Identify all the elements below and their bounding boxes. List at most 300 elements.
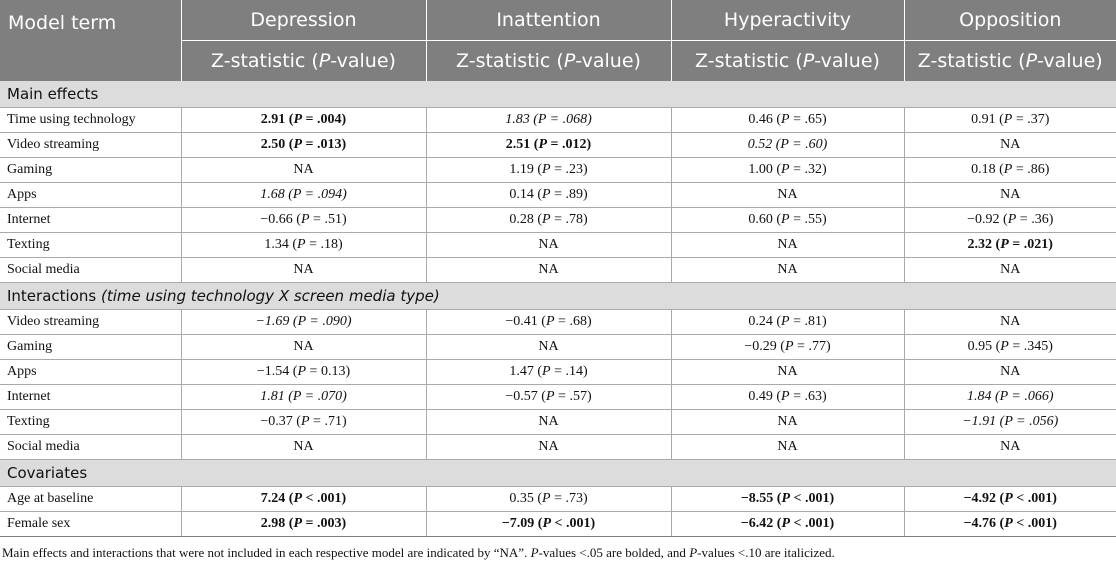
stat-cell: [904, 310, 1116, 335]
z-value: 2.51: [505, 137, 531, 152]
header-stat-label: [426, 41, 671, 82]
stat-cell: [904, 512, 1116, 537]
z-value: 2.91: [260, 112, 286, 127]
p-value: .012: [562, 137, 587, 152]
footnote-p-2: P: [689, 545, 698, 560]
stat-cell: [671, 108, 904, 133]
stat-cell: [426, 487, 671, 512]
p-value: .63: [804, 389, 822, 404]
stat-cell: [426, 512, 671, 537]
z-value: 0.49: [748, 389, 773, 404]
na-value: NA: [1000, 314, 1021, 329]
section-title: [0, 460, 1116, 487]
p-value: .068: [562, 112, 588, 127]
z-value: −7.09: [501, 516, 535, 531]
stat-value: 0.28 (P = .78): [509, 212, 588, 227]
p-operator: <: [793, 491, 802, 506]
stat-cell: [671, 233, 904, 258]
p-operator: =: [313, 212, 321, 227]
stat-cell: [904, 158, 1116, 183]
stat-cell: [181, 360, 426, 385]
p-value: .056: [1029, 414, 1054, 429]
p-value: .71: [324, 414, 342, 429]
stat-cell: [671, 258, 904, 283]
stat-cell: [181, 158, 426, 183]
section-title: [0, 283, 1116, 310]
stat-cell: [426, 183, 671, 208]
p-letter: P: [293, 491, 303, 506]
p-value: .55: [804, 212, 822, 227]
na-value: NA: [1000, 439, 1021, 454]
stat-cell: [426, 335, 671, 360]
stat-label-p: P: [563, 50, 576, 72]
z-value: −4.76: [963, 516, 997, 531]
p-letter: P: [292, 187, 302, 202]
stat-cell: [426, 435, 671, 460]
p-letter: P: [292, 389, 302, 404]
na-value: NA: [777, 364, 798, 379]
p-value: .73: [565, 491, 583, 506]
stat-value: 2.98 (P = .003): [260, 516, 347, 531]
header-stat-label: [181, 41, 426, 82]
stat-value: −0.37 (P = .71): [260, 414, 347, 429]
stat-cell: [671, 208, 904, 233]
p-letter: P: [545, 314, 555, 329]
p-operator: =: [797, 339, 805, 354]
stat-value: 1.34 (P = .18): [264, 237, 343, 252]
stat-value: 0.49 (P = .63): [748, 389, 827, 404]
stat-cell: [181, 335, 426, 360]
p-operator: =: [793, 389, 801, 404]
section-title-text: Interactions: [7, 287, 101, 305]
p-operator: =: [305, 516, 314, 531]
stat-value: 1.00 (P = .32): [748, 162, 827, 177]
model-term-cell: Internet: [0, 208, 181, 233]
p-value: .001: [1027, 516, 1053, 531]
p-value: .89: [565, 187, 583, 202]
p-letter: P: [999, 389, 1008, 404]
z-value: 1.68: [260, 187, 285, 202]
stat-cell: [181, 410, 426, 435]
p-value: 0.13: [320, 364, 346, 379]
z-value: −0.41: [505, 314, 538, 329]
stat-value: 0.24 (P = .81): [748, 314, 827, 329]
p-letter: P: [293, 137, 303, 152]
p-letter: P: [542, 364, 551, 379]
z-value: −4.92: [963, 491, 997, 506]
na-value: NA: [538, 262, 559, 277]
na-value: NA: [538, 414, 559, 429]
stat-value: 1.19 (P = .23): [509, 162, 588, 177]
stat-cell: [181, 233, 426, 258]
p-letter: P: [1000, 339, 1009, 354]
p-letter: P: [1004, 516, 1013, 531]
z-value: 2.50: [260, 137, 286, 152]
na-value: NA: [777, 187, 798, 202]
stat-cell: [181, 258, 426, 283]
stat-value: −1.91 (P = .056): [962, 414, 1059, 429]
p-value: .090: [322, 314, 347, 329]
p-operator: <: [793, 516, 802, 531]
stat-cell: [904, 385, 1116, 410]
stat-cell: [671, 335, 904, 360]
na-value: NA: [293, 339, 314, 354]
header-hyperactivity: Hyperactivity: [671, 0, 904, 41]
stat-value: −0.66 (P = .51): [260, 212, 347, 227]
stat-value: 0.60 (P = .55): [748, 212, 827, 227]
z-value: 0.18: [971, 162, 996, 177]
stat-value: −6.42 (P < .001): [740, 516, 835, 531]
model-term-cell: Social media: [0, 258, 181, 283]
stat-cell: [904, 258, 1116, 283]
p-letter: P: [780, 137, 789, 152]
p-letter: P: [297, 237, 306, 252]
table-row: [0, 435, 1116, 460]
table-row: [0, 233, 1116, 258]
z-value: 1.83: [505, 112, 530, 127]
z-value: 0.28: [509, 212, 534, 227]
z-value: 1.81: [260, 389, 285, 404]
na-value: NA: [538, 237, 559, 252]
stat-value: 0.14 (P = .89): [509, 187, 588, 202]
p-value: .68: [569, 314, 587, 329]
stat-cell: [671, 487, 904, 512]
table-row: [0, 258, 1116, 283]
stat-value: −4.92 (P < .001): [963, 491, 1057, 506]
p-letter: P: [297, 314, 306, 329]
p-operator: <: [305, 491, 314, 506]
stat-cell: [181, 208, 426, 233]
p-letter: P: [300, 212, 310, 227]
stat-label-p: P: [1025, 50, 1038, 72]
section-title: [0, 81, 1116, 108]
stat-cell: [904, 360, 1116, 385]
stat-cell: [181, 183, 426, 208]
stat-value: 0.35 (P = .73): [509, 491, 588, 506]
p-letter: P: [781, 491, 791, 506]
p-value: .81: [804, 314, 822, 329]
stat-cell: [181, 512, 426, 537]
model-term-cell: Gaming: [0, 158, 181, 183]
p-letter: P: [1004, 414, 1013, 429]
table-row: [0, 335, 1116, 360]
z-value: 0.60: [748, 212, 773, 227]
stat-value: 1.68 (P = .094): [260, 187, 347, 202]
p-operator: <: [1016, 516, 1025, 531]
p-value: .14: [565, 364, 583, 379]
p-letter: P: [542, 516, 552, 531]
model-term-cell: Apps: [0, 360, 181, 385]
na-value: NA: [1000, 262, 1021, 277]
model-term-cell: Time using technology: [0, 108, 181, 133]
p-operator: =: [309, 237, 317, 252]
stat-cell: [904, 410, 1116, 435]
stat-cell: [904, 208, 1116, 233]
na-value: NA: [538, 439, 559, 454]
p-value: .021: [1023, 237, 1049, 252]
p-value: .066: [1024, 389, 1049, 404]
p-operator: =: [313, 414, 321, 429]
z-value: −8.55: [740, 491, 774, 506]
stat-value: −8.55 (P < .001): [740, 491, 835, 506]
z-value: 7.24: [260, 491, 286, 506]
p-value: .094: [317, 187, 343, 202]
p-value: .001: [805, 516, 830, 531]
p-operator: =: [793, 212, 801, 227]
stat-cell: [671, 360, 904, 385]
table-header: [0, 0, 1116, 81]
z-value: 0.91: [971, 112, 996, 127]
model-term-cell: Apps: [0, 183, 181, 208]
stat-cell: [904, 133, 1116, 158]
stat-value: 7.24 (P < .001): [260, 491, 347, 506]
model-term-cell: Video streaming: [0, 133, 181, 158]
stat-value: −0.41 (P = .68): [505, 314, 592, 329]
z-value: 2.32: [967, 237, 993, 252]
stat-label-post: -value): [814, 50, 880, 72]
stat-value: −0.92 (P = .36): [967, 212, 1054, 227]
na-value: NA: [293, 439, 314, 454]
p-letter: P: [1007, 212, 1017, 227]
p-value: .001: [317, 491, 342, 506]
stat-label-post: -value): [330, 50, 396, 72]
na-value: NA: [1000, 187, 1021, 202]
p-letter: P: [542, 187, 551, 202]
na-value: NA: [538, 339, 559, 354]
section-row: [0, 81, 1116, 108]
stat-value: −7.09 (P < .001): [501, 516, 596, 531]
p-operator: =: [554, 212, 562, 227]
stat-value: −1.54 (P = 0.13): [256, 364, 351, 379]
p-value: .60: [805, 137, 823, 152]
p-operator: =: [1011, 389, 1021, 404]
stat-cell: [671, 158, 904, 183]
section-title-text: Main effects: [7, 85, 99, 103]
p-operator: =: [304, 389, 315, 404]
stat-value: −4.76 (P < .001): [963, 516, 1057, 531]
table-row: [0, 385, 1116, 410]
stat-value: 1.83 (P = .068): [505, 112, 592, 127]
stat-value: 1.84 (P = .066): [966, 389, 1054, 404]
stat-cell: [426, 158, 671, 183]
header-stat-label: [904, 41, 1116, 82]
p-operator: =: [549, 112, 560, 127]
p-value: .77: [808, 339, 826, 354]
p-operator: =: [309, 364, 318, 379]
p-letter: P: [781, 314, 790, 329]
z-value: 0.95: [967, 339, 993, 354]
p-value: .004: [317, 112, 342, 127]
stat-cell: [904, 435, 1116, 460]
p-operator: =: [793, 112, 801, 127]
na-value: NA: [777, 262, 798, 277]
p-value: .345: [1023, 339, 1049, 354]
model-term-cell: Age at baseline: [0, 487, 181, 512]
stat-value: 2.50 (P = .013): [260, 137, 347, 152]
stat-cell: [904, 233, 1116, 258]
na-value: NA: [777, 237, 798, 252]
z-value: 1.00: [748, 162, 773, 177]
z-value: 0.35: [509, 491, 534, 506]
p-value: .86: [1027, 162, 1045, 177]
p-operator: <: [1016, 491, 1025, 506]
p-letter: P: [538, 137, 548, 152]
p-operator: =: [793, 314, 801, 329]
stat-cell: [181, 435, 426, 460]
p-letter: P: [1000, 237, 1009, 252]
z-value: 1.34: [264, 237, 289, 252]
p-operator: =: [554, 162, 562, 177]
stat-cell: [904, 487, 1116, 512]
z-value: 0.24: [748, 314, 773, 329]
p-operator: <: [554, 516, 563, 531]
stat-cell: [181, 133, 426, 158]
z-value: 0.46: [748, 112, 773, 127]
p-operator: =: [558, 314, 566, 329]
stat-value: 0.46 (P = .65): [748, 112, 827, 127]
stat-cell: [426, 360, 671, 385]
p-value: .65: [804, 112, 822, 127]
p-operator: =: [554, 187, 562, 202]
p-operator: =: [1012, 237, 1021, 252]
stat-label-pre: Z-statistic (: [211, 50, 319, 72]
z-value: −0.92: [967, 212, 1000, 227]
stat-label-pre: Z-statistic (: [917, 50, 1026, 72]
stat-label-p: P: [318, 50, 331, 72]
z-value: −0.29: [744, 339, 777, 354]
p-value: .001: [805, 491, 830, 506]
p-value: .23: [565, 162, 583, 177]
stat-value: 1.47 (P = .14): [509, 364, 588, 379]
p-letter: P: [542, 162, 551, 177]
table-row: [0, 208, 1116, 233]
na-value: NA: [293, 162, 314, 177]
table-row: [0, 108, 1116, 133]
p-value: .51: [324, 212, 342, 227]
header-opposition: Opposition: [904, 0, 1116, 41]
p-letter: P: [781, 389, 790, 404]
stat-cell: [671, 183, 904, 208]
p-operator: =: [793, 162, 801, 177]
z-value: 1.19: [509, 162, 534, 177]
header-stat-label: [671, 41, 904, 82]
p-letter: P: [542, 491, 551, 506]
z-value: −0.57: [505, 389, 538, 404]
z-value: 0.14: [509, 187, 534, 202]
p-value: .78: [565, 212, 583, 227]
footnote-text-3: -values <.10 are italicized.: [697, 545, 835, 560]
p-letter: P: [297, 364, 307, 379]
p-value: .32: [804, 162, 822, 177]
section-title-text: Covariates: [7, 464, 88, 482]
p-operator: =: [1015, 162, 1024, 177]
stat-cell: [181, 385, 426, 410]
stat-cell: [904, 335, 1116, 360]
p-letter: P: [1004, 491, 1013, 506]
stat-cell: [671, 133, 904, 158]
p-value: .070: [317, 389, 343, 404]
z-value: −1.91: [962, 414, 997, 429]
stat-cell: [426, 208, 671, 233]
p-operator: =: [558, 389, 566, 404]
p-operator: =: [305, 137, 314, 152]
stat-value: 0.91 (P = .37): [971, 112, 1050, 127]
p-value: .001: [566, 516, 591, 531]
stat-cell: [671, 410, 904, 435]
na-value: NA: [777, 414, 798, 429]
p-letter: P: [1003, 112, 1013, 127]
p-letter: P: [293, 516, 303, 531]
stat-value: −0.57 (P = .57): [505, 389, 592, 404]
section-note: (time using technology X screen media type): [100, 287, 440, 305]
stat-cell: [671, 435, 904, 460]
model-term-cell: Social media: [0, 435, 181, 460]
stat-cell: [426, 410, 671, 435]
na-value: NA: [1000, 137, 1021, 152]
stat-cell: [426, 385, 671, 410]
table-row: [0, 360, 1116, 385]
z-value: −1.69: [255, 314, 290, 329]
z-value: −1.54: [256, 364, 290, 379]
na-value: NA: [1000, 364, 1021, 379]
stat-label-p: P: [802, 50, 815, 72]
stat-cell: [181, 487, 426, 512]
stat-label-pre: Z-statistic (: [695, 50, 803, 72]
z-value: −6.42: [740, 516, 774, 531]
model-term-cell: Texting: [0, 410, 181, 435]
header-inattention: Inattention: [426, 0, 671, 41]
z-value: −0.37: [260, 414, 293, 429]
p-operator: =: [309, 314, 319, 329]
p-operator: =: [792, 137, 802, 152]
stat-value: −0.29 (P = .77): [744, 339, 831, 354]
p-operator: =: [554, 364, 562, 379]
p-letter: P: [542, 212, 551, 227]
model-term-cell: Gaming: [0, 335, 181, 360]
table-row: [0, 183, 1116, 208]
p-letter: P: [545, 389, 555, 404]
p-letter: P: [781, 112, 790, 127]
footnote-text-1: Main effects and interactions that were not included in each respective model are indicated by “NA”.: [2, 545, 531, 560]
p-value: .001: [1027, 491, 1053, 506]
stat-label-post: -value): [1037, 50, 1103, 72]
p-letter: P: [300, 414, 310, 429]
p-value: .36: [1031, 212, 1049, 227]
stat-cell: [426, 108, 671, 133]
na-value: NA: [777, 439, 798, 454]
table-row: [0, 133, 1116, 158]
z-value: −0.66: [260, 212, 293, 227]
model-term-cell: Texting: [0, 233, 181, 258]
stat-value: 2.91 (P = .004): [260, 112, 347, 127]
p-operator: =: [1016, 414, 1026, 429]
na-value: NA: [293, 262, 314, 277]
table-row: [0, 512, 1116, 537]
stat-cell: [426, 133, 671, 158]
table-row: [0, 410, 1116, 435]
p-operator: =: [554, 491, 562, 506]
stat-cell: [181, 310, 426, 335]
table-row: [0, 487, 1116, 512]
stat-value: 2.51 (P = .012): [505, 137, 592, 152]
stat-label-post: -value): [575, 50, 641, 72]
p-value: .013: [317, 137, 342, 152]
stat-cell: [426, 310, 671, 335]
section-row: [0, 283, 1116, 310]
stat-value: 1.81 (P = .070): [260, 389, 347, 404]
p-letter: P: [1003, 162, 1013, 177]
model-term-cell: Female sex: [0, 512, 181, 537]
